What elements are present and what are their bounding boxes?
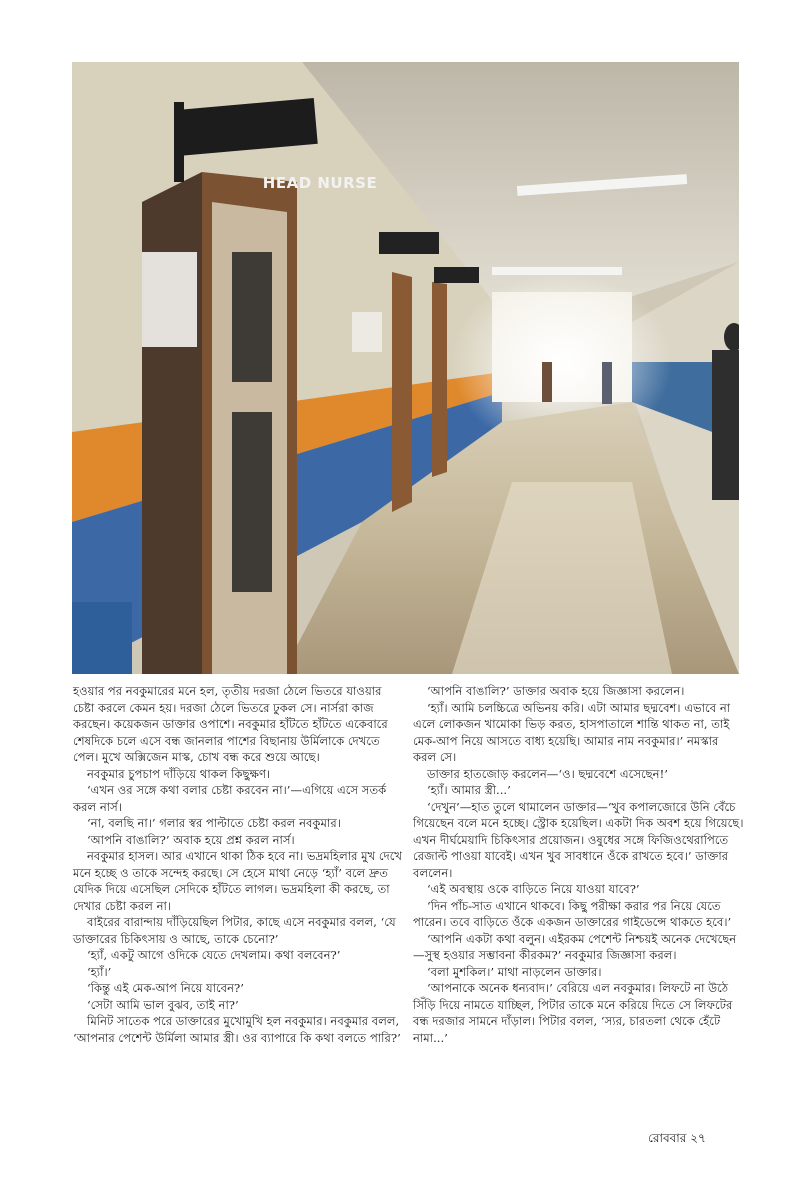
paragraph: ‘দিন পাঁচ-সাত এখানে থাকবে। কিছু পরীক্ষা করার পর নিয়ে যেতে পারেন। তবে বাড়িতে ওঁকে একজন ডাক্তারের গাইডেন্সে থাকতে হবে।’ <box>413 898 732 929</box>
paragraph: ‘আপনি বাঙালি?’ ডাক্তার অবাক হয়ে জিজ্ঞাসা করলেন। <box>427 684 685 698</box>
paragraph: ‘হ্যাঁ। আমি চলচ্চিত্রে অভিনয় করি। এটা আমার ছদ্মবেশ। এভাবে না এলে লোকজন খামোকা ভিড় করত, হাসপাতালে শান্তি থাকত না, তাই মেক-আপ নিয়ে আসতে বাধ্য হয়েছি। আমার নাম নবকুমার।’ নমস্কার করল সে। <box>413 700 731 764</box>
head-nurse-sign: HEAD NURSE <box>262 174 378 192</box>
paragraph: ‘আপনাকে অনেক ধন্যবাদ।’ বেরিয়ে এল নবকুমার। লিফটে না উঠে সিঁড়ি দিয়ে নামতে যাচ্ছিল, পিটার তাকে মনে করিয়ে দিতে সে লিফটের বন্ধ দরজার সামনে দাঁড়াল। পিটার বলল, ‘স্যর, চারতলা থেকে হেঁটে নামা...’ <box>413 981 733 1045</box>
paragraph: ‘হ্যাঁ। আমার স্ত্রী...’ <box>427 783 511 797</box>
paragraph: ‘এখন ওর সঙ্গে কথা বলার চেষ্টা করবেন না।’—এগিয়ে এসে সতর্ক করল নার্স। <box>73 783 387 814</box>
paragraph: ডাক্তার হাতজোড় করলেন—‘ও। ছদ্মবেশে এসেছেন!’ <box>427 766 668 781</box>
paragraph: ‘হ্যাঁ।’ <box>87 964 112 979</box>
magazine-name: রোববার <box>648 1131 687 1145</box>
paragraph: ‘আপনি একটা কথা বলুন। এইরকম পেশেন্ট নিশ্চয়ই অনেক দেখেছেন—সুস্থ হওয়ার সম্ভাবনা কীরকম?’ নবকুমার জিজ্ঞাসা করল। <box>413 931 737 962</box>
paragraph: ‘বলা মুশকিল।’ মাথা নাড়লেন ডাক্তার। <box>427 964 602 979</box>
corridor-painting <box>72 62 739 674</box>
paragraph: মিনিট সাতেক পরে ডাক্তারের মুখোমুখি হল নবকুমার। নবকুমার বলল, ‘আপনার পেশেন্ট উর্মিলা আমার স্ত্রী। ওর ব্যাপারে কি কথা বলতে পারি?’ <box>73 1014 401 1045</box>
paragraph: নবকুমার চুপচাপ দাঁড়িয়ে থাকল কিছুক্ষণ। <box>87 766 271 781</box>
paragraph: ‘না, বলছি না।’ গলার স্বর পাল্টাতে চেষ্টা করল নবকুমার। <box>87 816 341 830</box>
paragraph: ‘কিন্তু এই মেক-আপ নিয়ে যাবেন?’ <box>87 981 244 995</box>
paragraph: বাইরের বারান্দায় দাঁড়িয়েছিল পিটার, কাছে এসে নবকুমার বলল, ‘যে ডাক্তারের চিকিৎসায় ও আছে, তাকে চেনো?’ <box>73 915 396 946</box>
paragraph: ‘হ্যাঁ, একটু আগে ওদিকে যেতে দেখলাম। কথা বলবেন?’ <box>87 948 341 962</box>
hospital-corridor-illustration <box>72 62 739 674</box>
paragraph: নবকুমার হাসল। আর এখানে থাকা ঠিক হবে না। ভদ্রমহিলার মুখ দেখে মনে হচ্ছে ও তাকে সন্দেহ করছে। সে হেসে মাথা নেড়ে ‘হ্যাঁ’ বলে দ্রুত যেদিক দিয়ে এসেছিল সেদিকে হাঁটতে লাগল। ভদ্রমহিলা কী করছে, তা দেখার চেষ্টা করল না। <box>73 849 402 913</box>
paragraph: হওয়ার পর নবকুমারের মনে হল, তৃতীয় দরজা ঠেলে ভিতরে যাওয়ার চেষ্টা করলে কেমন হয়। দরজা ঠেলে ভিতরে ঢুকল সে। নার্সরা কাজ করছেন। কয়েকজন ডাক্তার ওপাশে। নবকুমার হাঁটতে হাঁটতে একেবারে শেষদিকে চলে এসে বন্ধ জানলার পাশের বিছানায় উর্মিলাকে দেখতে পেল। মুখে অক্সিজেন মাস্ক, চোখ বন্ধ করে শুয়ে আছে। <box>73 684 388 764</box>
page-number: ২৭ <box>690 1131 706 1145</box>
article-column-left <box>73 683 403 1046</box>
paragraph: ‘আপনি বাঙালি?’ অবাক হয়ে প্রশ্ন করল নার্স। <box>87 832 295 847</box>
article-column-right <box>413 683 745 1046</box>
paragraph: ‘সেটা আমি ভাল বুঝব, তাই না?’ <box>87 997 239 1012</box>
paragraph: ‘এই অবস্থায় ওকে বাড়িতে নিয়ে যাওয়া যাবে?’ <box>427 882 640 896</box>
paragraph: ‘দেখুন’—হাত তুলে থামালেন ডাক্তার—‘খুব কপালজোরে উনি বেঁচে গিয়েছেন বলে মনে হচ্ছে। স্ট্রোক হয়েছিল। একটা দিক অবশ হয়ে গিয়েছে। এখন দীর্ঘমেয়াদি চিকিৎসার প্রয়োজন। ওষুধের সঙ্গে ফিজিওথেরাপিতে রেজাল্ট পাওয়া যাবেই। এখন খুব সাবধানে ওঁকে রাখতে হবে।’ ডাক্তার বললেন। <box>413 799 744 880</box>
page-footer <box>648 1130 706 1150</box>
